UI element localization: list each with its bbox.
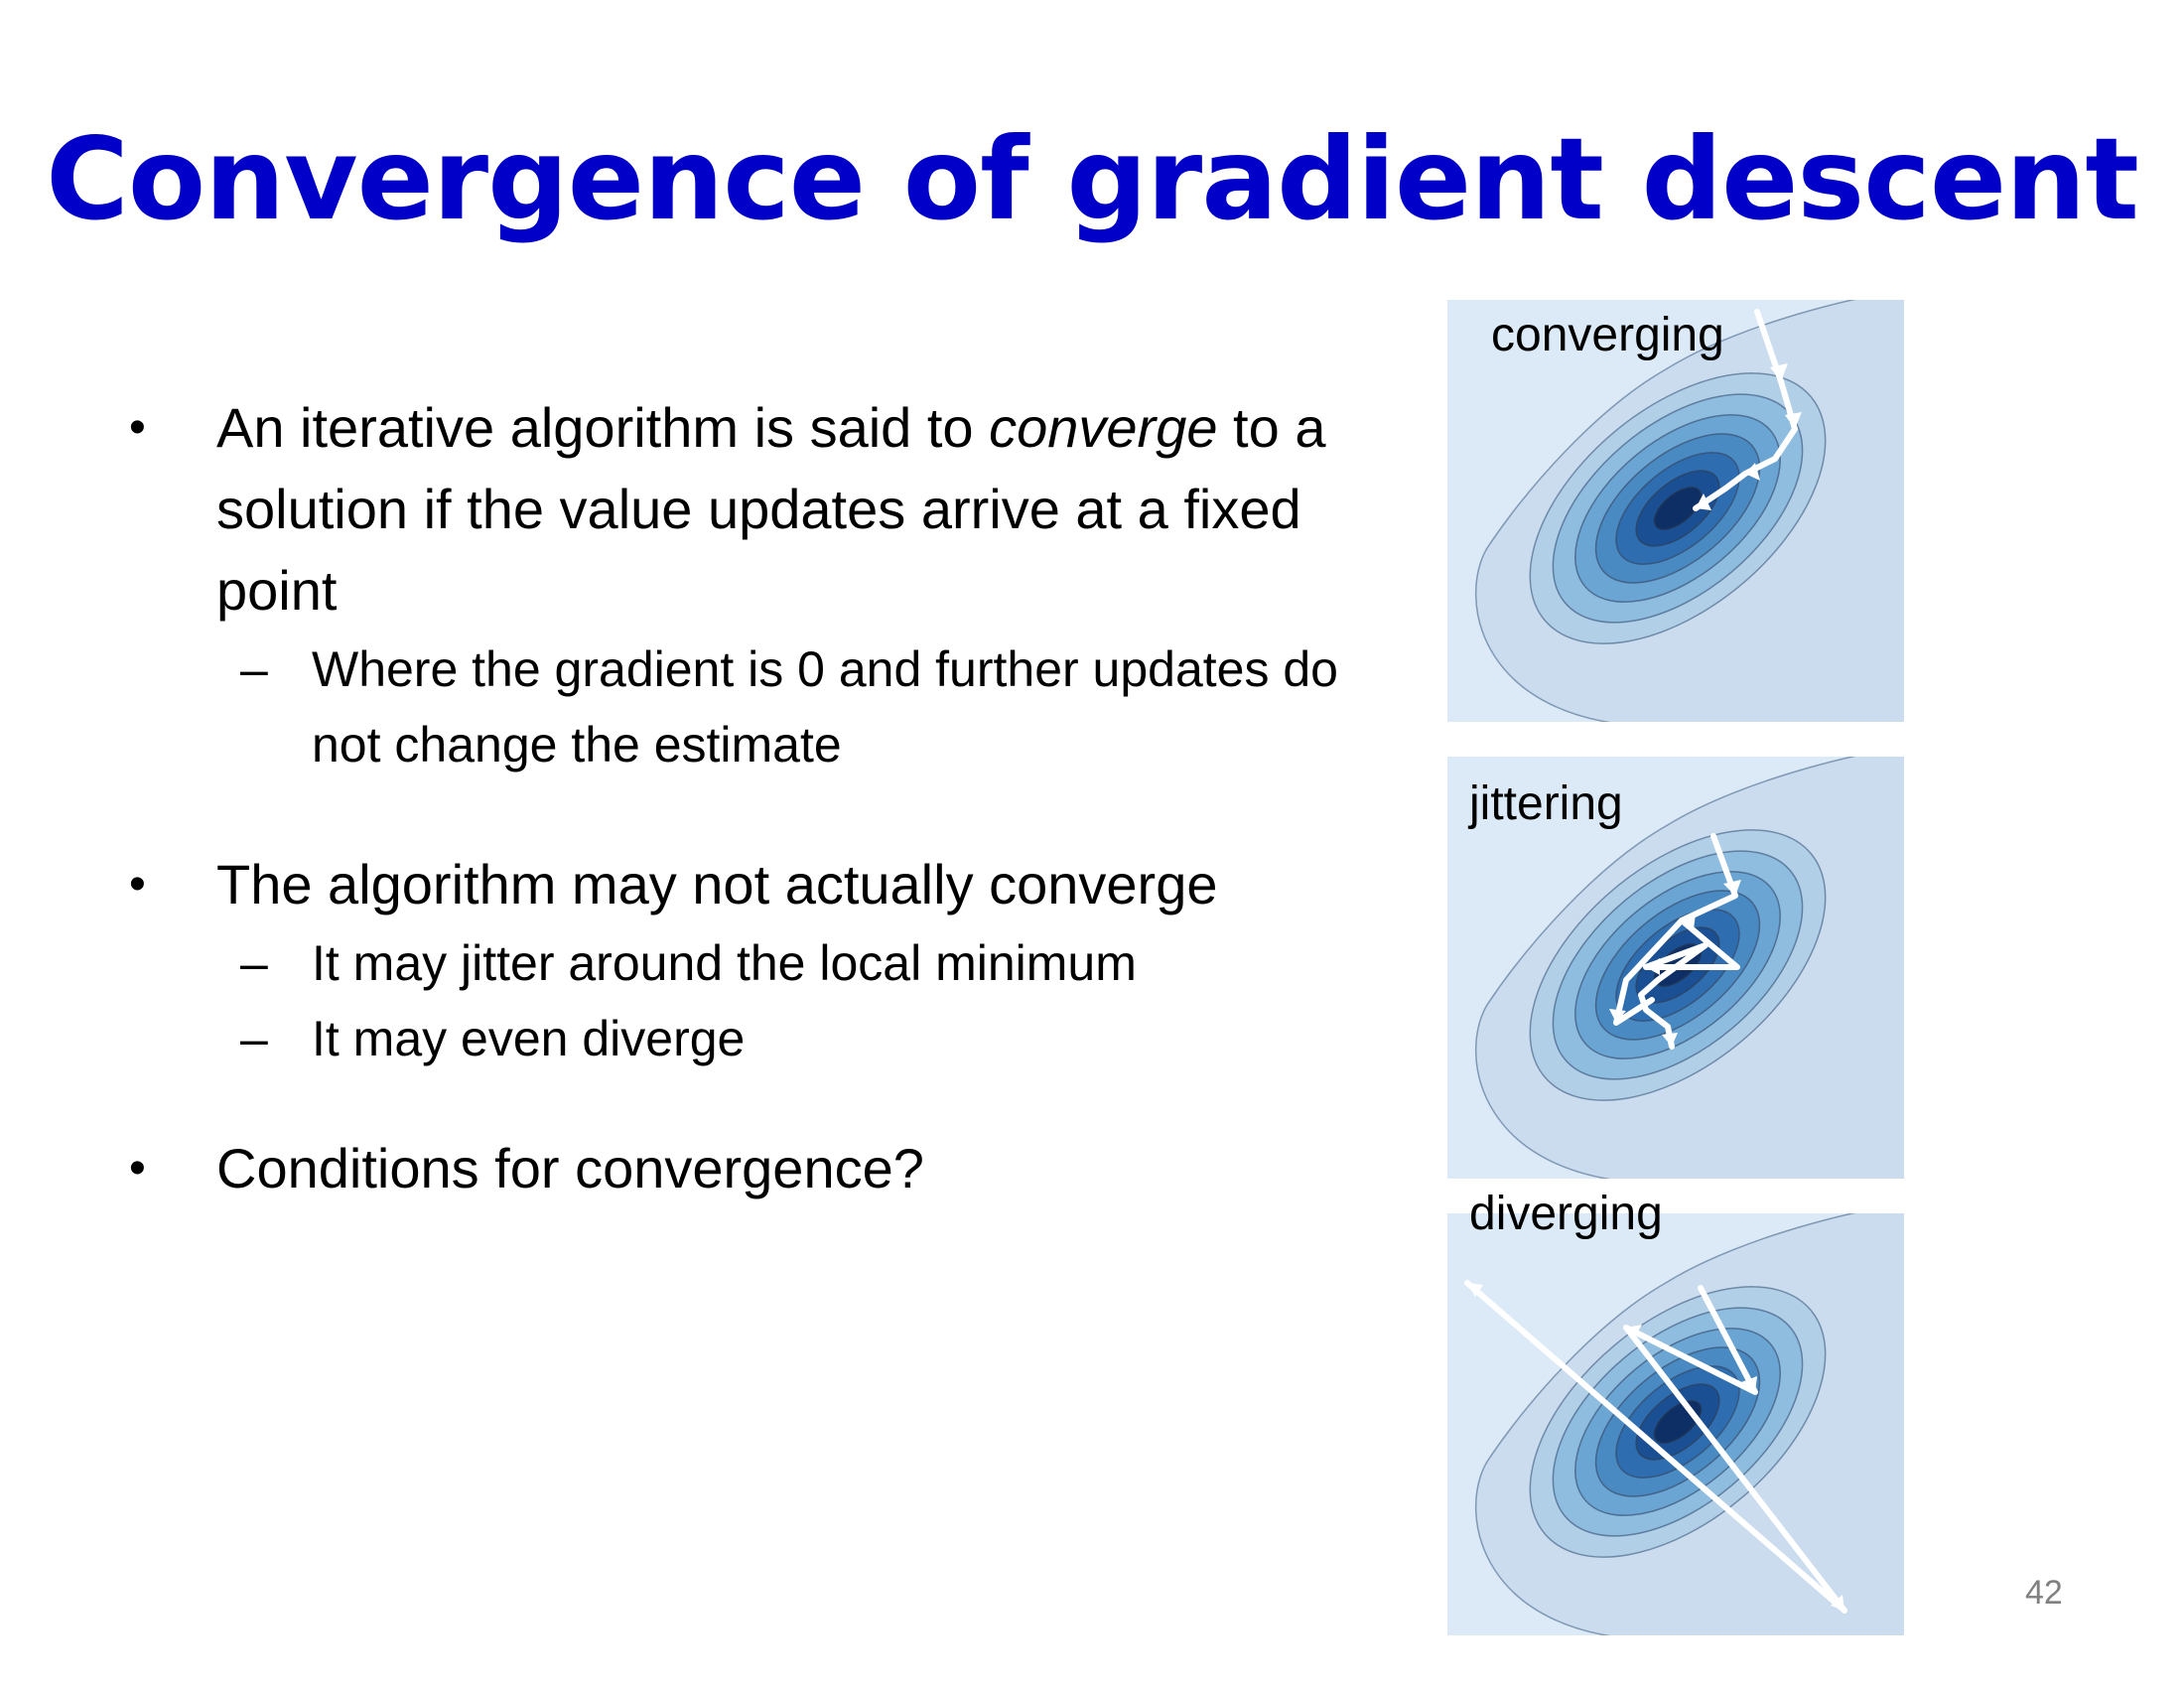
sub-bullet-item: [129, 1001, 1340, 1076]
bullet-item: [129, 844, 1340, 925]
figure-label: diverging: [1469, 1188, 1663, 1240]
sub-bullet-item: [129, 925, 1340, 1001]
sub-bullet-text: Where the gradient is 0 and further updates do not change the estimate: [312, 641, 1338, 773]
dash-icon: –: [240, 935, 268, 991]
bullet-emphasis: converge: [989, 396, 1218, 459]
bullet-text-after: to a solution if the value updates arrive at a fixed point: [216, 396, 1326, 622]
bullet-icon: •: [129, 401, 146, 454]
figure-label: jittering: [1469, 777, 1623, 830]
sub-bullet-text: It may jitter around the local minimum: [312, 935, 1137, 991]
diverging-contour-figure: [1447, 1213, 1904, 1635]
bullet-list: [129, 387, 1340, 1209]
page-number: 42: [2025, 1574, 2063, 1612]
slide-title: Convergence of gradient descent: [46, 113, 2138, 245]
dash-icon: –: [240, 641, 268, 697]
bullet-text: Conditions for convergence?: [216, 1137, 924, 1199]
bullet-icon: •: [129, 1142, 146, 1195]
bullet-item: [129, 1128, 1340, 1209]
jittering-contour-figure: [1447, 757, 1904, 1179]
figure-label: converging: [1491, 309, 1724, 361]
bullet-icon: •: [129, 858, 146, 911]
contour-plot: [1447, 300, 1904, 722]
sub-bullet-text: It may even diverge: [312, 1011, 746, 1066]
dash-icon: –: [240, 1011, 268, 1066]
sub-bullet-item: [129, 632, 1340, 782]
bullet-text-before: An iterative algorithm is said to: [216, 396, 990, 459]
bullet-item: [129, 387, 1340, 632]
contour-plot: [1447, 1213, 1904, 1635]
bullet-text: The algorithm may not actually converge: [216, 853, 1218, 915]
converging-contour-figure: [1447, 300, 1904, 722]
